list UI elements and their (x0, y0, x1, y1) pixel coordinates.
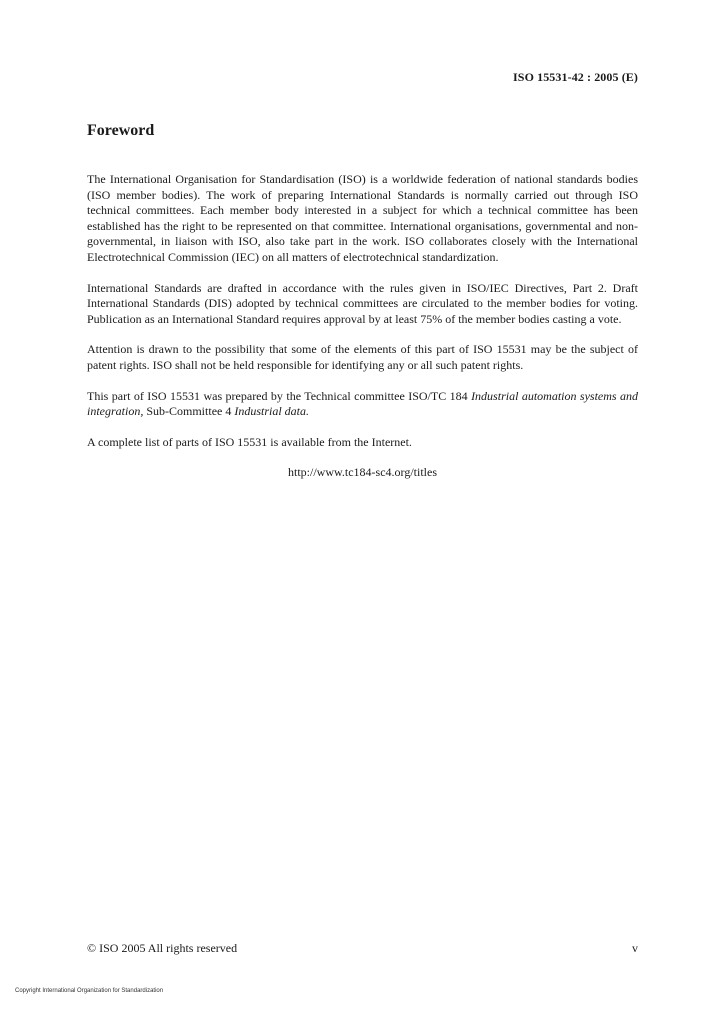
document-identifier: ISO 15531-42 : 2005 (E) (513, 70, 638, 84)
copyright-watermark: Copyright International Organization for Standardization (15, 988, 164, 994)
section-title: Foreword (87, 122, 155, 139)
foreword-body (87, 172, 638, 481)
paragraph-parts-list: A complete list of parts of ISO 15531 is available from the Internet. (87, 434, 412, 449)
paragraph-iso-federation: The International Organisation for Standardisation (ISO) is a worldwide federation of national standards bodies (ISO member bodies). The work of preparing International Standards is normally carried out through ISO technical committees. Each member body interested in a subject for which a technical committee has been established has the right to be represented on that committee. International organisations, governmental and non-governmental, in liaison with ISO, also take part in the work. ISO collaborates closely with the International Electrotechnical Commission (IEC) on all matters of electrotechnical standardization. (87, 172, 638, 264)
paragraph-patent-rights: Attention is drawn to the possibility that some of the elements of this part of ISO 15531 may be the subject of patent rights. ISO shall not be held responsible for identifying any or all such patent rights. (87, 342, 638, 372)
committee-text-1: This part of ISO 15531 was prepared by the Technical committee ISO/TC 184 (87, 388, 472, 403)
committee-name-italic: Industrial automation systems and integration, (87, 388, 639, 419)
paragraph-drafting-rules: International Standards are drafted in accordance with the rules given in ISO/IEC Directives, Part 2. Draft International Standards (DIS) adopted by technical committees are circulated to the member bodies for voting. Publication as an International Standard requires approval by at least 75% of the member bodies casting a vote. (87, 280, 638, 326)
footer-copyright: © ISO 2005 All rights reserved (87, 941, 238, 955)
committee-text-2: Sub-Committee 4 (143, 404, 235, 419)
paragraph-committee (87, 389, 638, 420)
subcommittee-name-italic: Industrial data. (234, 404, 310, 419)
titles-url: http://www.tc184-sc4.org/titles (288, 465, 437, 480)
page-number: v (632, 941, 638, 955)
